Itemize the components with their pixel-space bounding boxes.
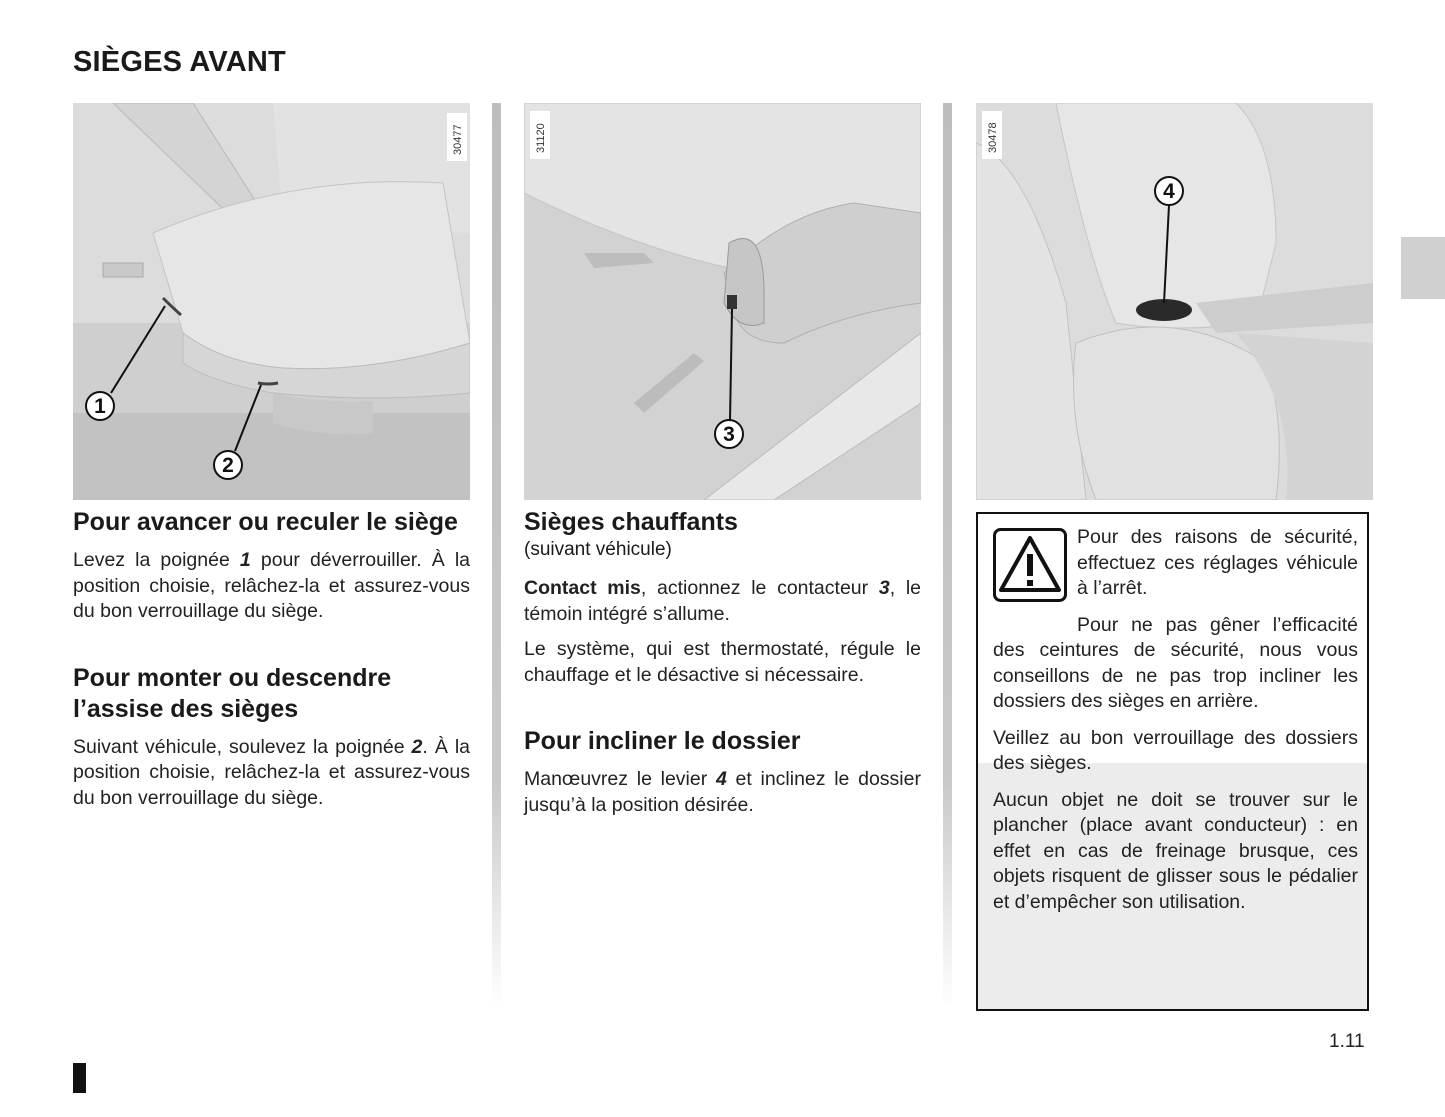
seat-illustration-1 — [73, 103, 470, 500]
warning-text-1: Pour des raisons de sécurité, effectuez ces réglages véhicule à l’arrêt. — [1077, 526, 1358, 599]
recline-text: Manœuvrez le levier 4 et inclinez le dossier jusqu’à la position désirée. — [524, 768, 921, 816]
corner-mark — [73, 1063, 86, 1093]
column-divider — [943, 103, 952, 1008]
callout-3: 3 — [723, 423, 735, 446]
ref-1: 1 — [239, 549, 251, 571]
callout-4: 4 — [1163, 180, 1175, 203]
section-title-move-seat: Pour avancer ou reculer le siège — [73, 508, 458, 536]
seat-illustration-2 — [524, 103, 921, 500]
seat-height-text: Suivant véhicule, soulevez la poignée 2. À la position choisie, relâchez-la et assurez-vous du bon verrouillage du siège. — [73, 735, 471, 809]
heated-seats-text-1: Contact mis, actionnez le contacteur 3, le témoin intégré s’allume. — [524, 577, 922, 625]
callout-1: 1 — [94, 395, 106, 418]
section-title-seat-height: Pour monter ou descendre l’assise des sièges — [73, 663, 392, 723]
heated-seats-text-2: Le système, qui est thermostaté, régule le chauffage et le désactive si nécessaire. — [524, 638, 921, 686]
section-title-recline: Pour incliner le dossier — [524, 727, 801, 755]
figure-code: 30477 — [452, 124, 464, 155]
ref-2: 2 — [411, 735, 423, 758]
ref-3: 3 — [878, 577, 890, 599]
page-title: SIÈGES AVANT — [73, 46, 286, 78]
column-1 — [73, 507, 470, 811]
warning-text-2: Pour ne pas gêner l’efficacité des ceintures de sécurité, nous vous conseillons de ne pas trop incliner les dossiers des sièges en arrière. — [993, 613, 1358, 712]
figure-code: 31120 — [535, 123, 547, 153]
chapter-tab — [1401, 237, 1445, 299]
seat-illustration-3 — [976, 103, 1373, 500]
warning-content — [993, 525, 1358, 915]
warning-box — [976, 512, 1369, 1011]
figure-backrest-lever — [976, 103, 1373, 500]
page-number: 1.11 — [1329, 1031, 1365, 1052]
warning-text-3: Veillez au bon verrouillage des dossiers des sièges. — [993, 726, 1358, 774]
warning-triangle-icon — [993, 528, 1067, 602]
callout-2: 2 — [222, 454, 234, 477]
heated-seats-subtitle: (suivant véhicule) — [524, 539, 672, 560]
move-seat-text: Levez la poignée 1 pour déverrouiller. À la position choisie, relâchez-la et assurez-vous du bon verrouillage du siège. — [73, 549, 470, 622]
column-divider — [492, 103, 501, 1008]
column-2 — [524, 507, 921, 818]
figure-heated-seat-switch — [524, 103, 921, 500]
figure-code: 30478 — [987, 122, 999, 153]
ref-4: 4 — [715, 768, 727, 790]
section-title-heated-seats: Sièges chauffants — [524, 508, 738, 536]
warning-text-4: Aucun objet ne doit se trouver sur le plancher (place avant conducteur) : en effet en cas de freinage brusque, ces objets risquent de glisser sous le pédalier et d’empêcher son utilisation. — [993, 788, 1358, 913]
figure-seat-handles — [73, 103, 470, 500]
